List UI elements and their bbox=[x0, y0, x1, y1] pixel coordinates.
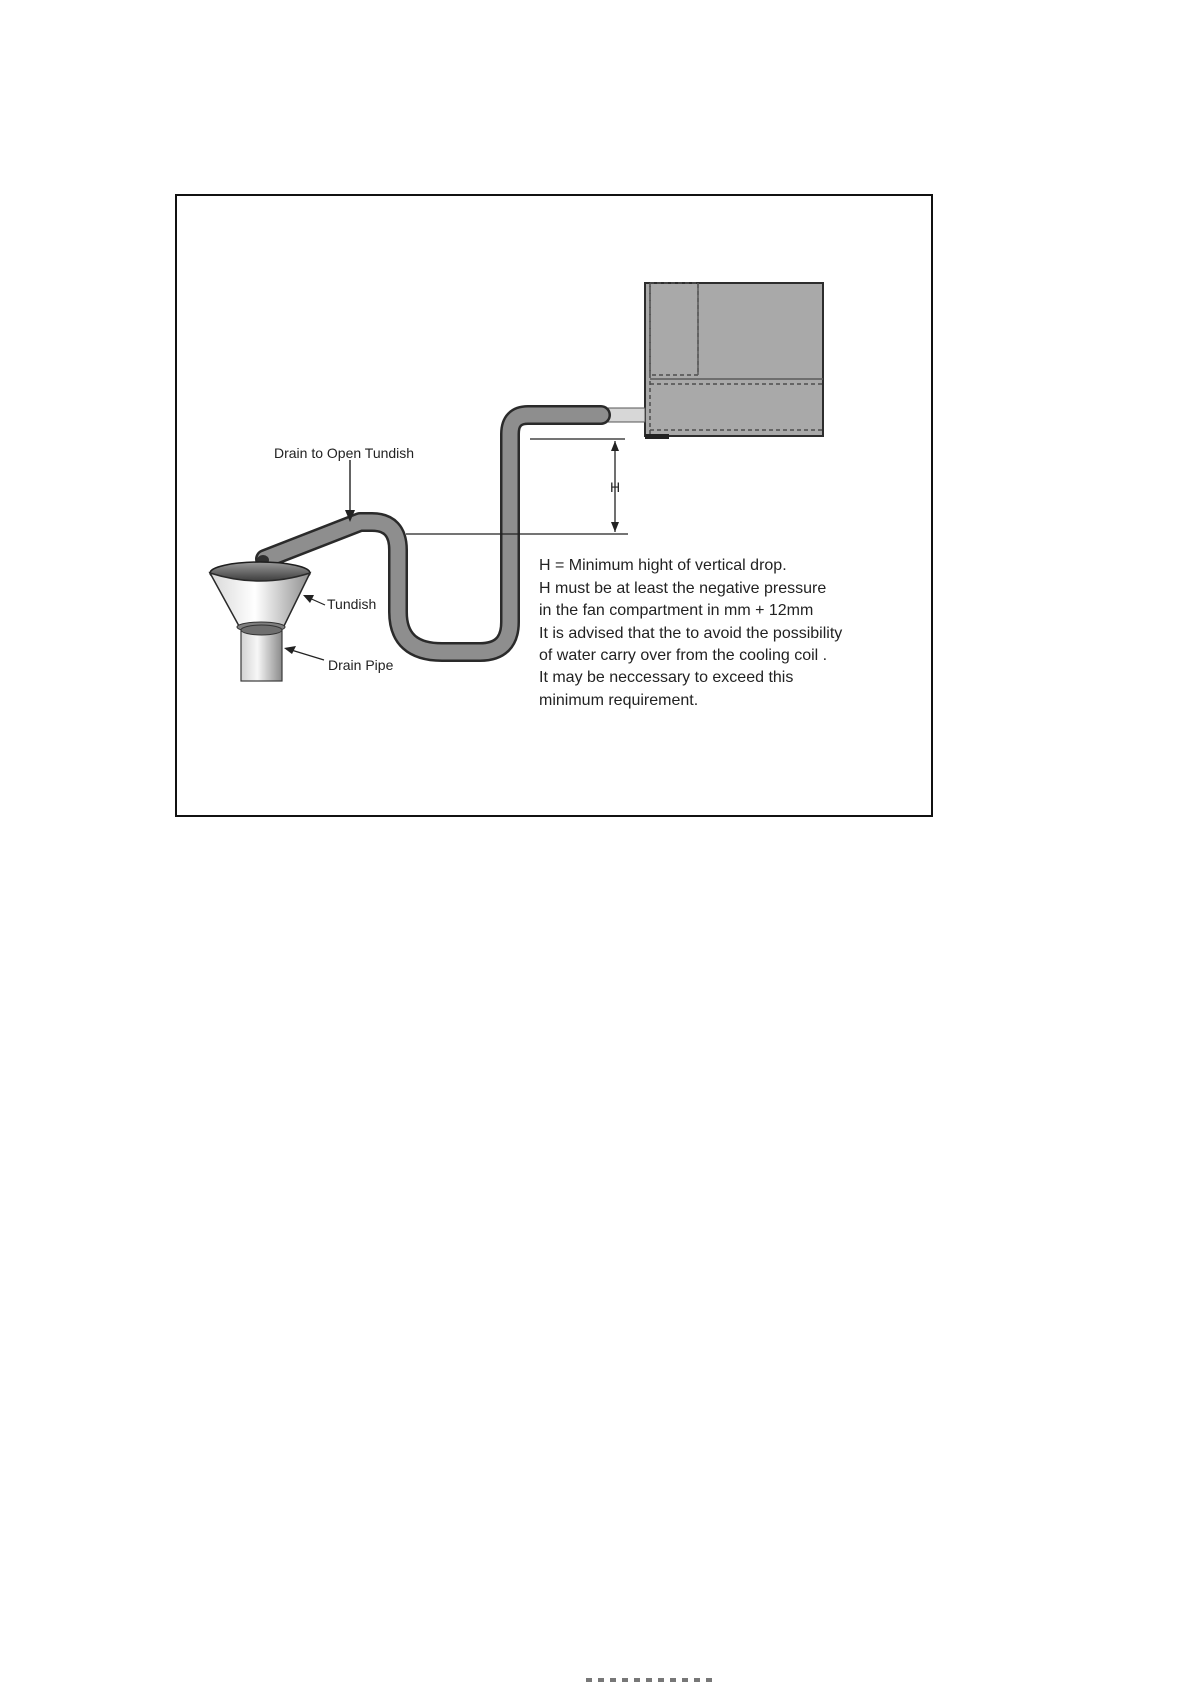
note-block bbox=[539, 557, 842, 709]
note-line: It may be neccessary to exceed this bbox=[539, 669, 794, 686]
note-line: minimum requirement. bbox=[539, 692, 699, 709]
drain-pipe bbox=[241, 625, 282, 681]
note-line: H must be at least the negative pressure bbox=[539, 580, 827, 597]
leader-lines bbox=[284, 460, 355, 660]
tundish bbox=[210, 562, 310, 632]
note-line: H = Minimum hight of vertical drop. bbox=[539, 557, 787, 574]
note-line: It is advised that the to avoid the possibility bbox=[539, 625, 843, 642]
label-drain-pipe: Drain Pipe bbox=[328, 657, 394, 673]
label-h: H bbox=[610, 479, 621, 495]
footer-mark bbox=[586, 1678, 716, 1682]
label-drain-to-open-tundish: Drain to Open Tundish bbox=[274, 445, 415, 461]
note-line: of water carry over from the cooling coil . bbox=[539, 647, 828, 664]
air-handling-unit bbox=[645, 283, 823, 439]
label-tundish: Tundish bbox=[327, 596, 377, 612]
note-line: in the fan compartment in mm + 12mm bbox=[539, 602, 814, 619]
